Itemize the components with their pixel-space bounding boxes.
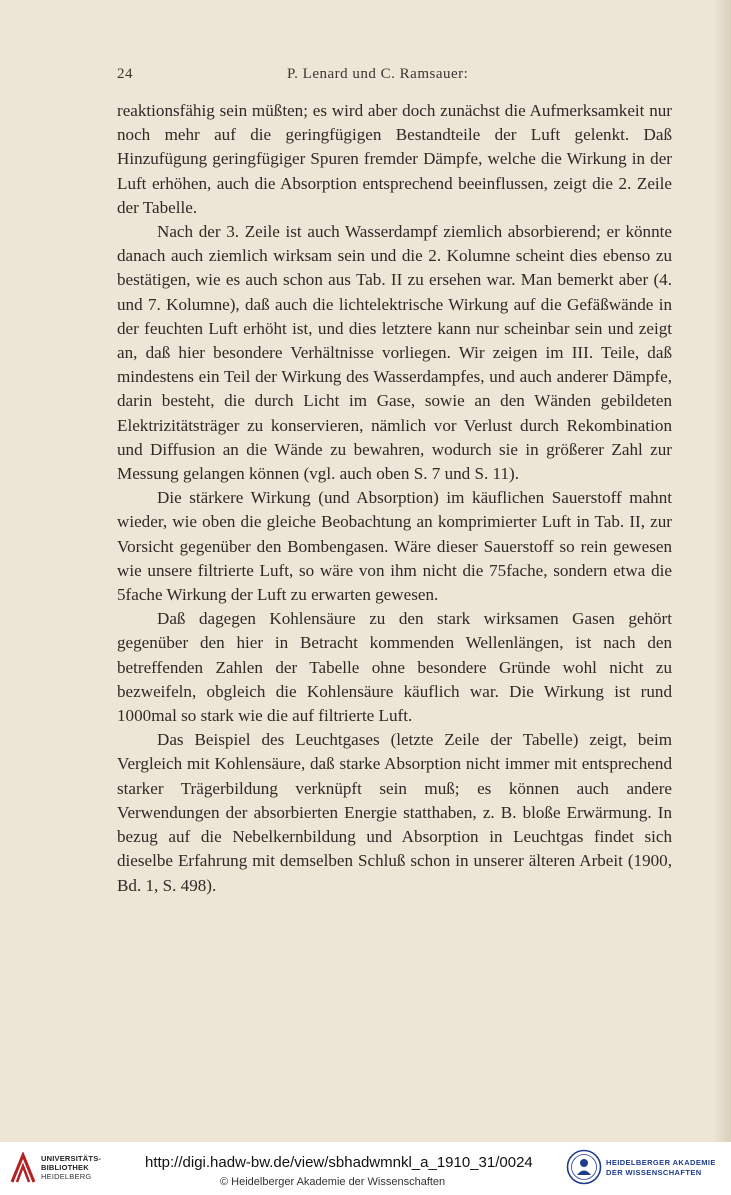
library-name-line-2: BIBLIOTHEK [41, 1163, 89, 1172]
library-name [41, 1154, 121, 1181]
running-head [117, 66, 672, 88]
university-library-logo-icon [8, 1152, 38, 1186]
library-name-line-1: UNIVERSITÄTS- [41, 1154, 102, 1163]
paragraph-4: Daß dagegen Kohlensäure zu den stark wirksamen Gasen gehört gegenüber den hier in Betracht kommenden Wellenlängen, ist nach den betreffenden Zahlen der Tabelle ohne besondere Gründe wohl nicht zu bezweifeln, obgleich die Kohlensäure käuflich war. Die Wirkung ist rund 1000mal so stark wie die auf filtrierte Luft. [117, 609, 672, 726]
paragraph-5: Das Beispiel des Leuchtgases (letzte Zeile der Tabelle) zeigt, beim Vergleich mit Kohlensäure, daß starke Absorption nicht immer mit entsprechend starker Trägerbildung verknüpft sein muß; es können auch andere Verwendungen der absorbierten Energie statthaben, z. B. bloße Erwärmung. In bezug auf die Nebelkernbildung und Absorption in Leuchtgas findet sich dieselbe Erfahrung mit demselben Schluß schon in unserer älteren Arbeit (1900, Bd. 1, S. 498). [117, 730, 672, 895]
body-text [117, 99, 672, 898]
academy-seal-icon [566, 1149, 602, 1185]
page-number: 24 [117, 66, 133, 82]
academy-name [606, 1158, 731, 1177]
copyright-notice: © Heidelberger Akademie der Wissenschaften [220, 1176, 446, 1188]
paragraph-1: reaktionsfähig sein müßten; es wird aber doch zunächst die Aufmerksamkeit nur noch mehr auf die geringfügigen Bestandteile der Luft gelenkt. Daß Hinzufügung geringfügiger Spuren fremder Dämpfe, welche die Wirkung in der Luft erhöhen, auch die Absorption entsprechend beeinflussen, zeigt die 2. Zeile der Tabelle. [117, 101, 672, 217]
paragraph-2: Nach der 3. Zeile ist auch Wasserdampf ziemlich absorbierend; er könnte danach auch ziemlich wirksam sein und die 2. Kolumne scheint dies ebenso zu bestätigen, wie es auch schon aus Tab. II zu ersehen war. Man bemerkt aber (4. und 7. Kolumne), daß auch die lichtelektrische Wirkung auf die Gefäßwände in der feuchten Luft erhöht ist, und dies letztere kann nur scheinbar sein und zeigt an, daß hier besondere Verhältnisse vorliegen. Wir zeigen im III. Teile, daß mindestens ein Teil der Wirkung des Wasserdampfes, und auch anderer Dämpfe, darin besteht, die durch Licht im Gase, sowie an den Wänden gebildeten Elektrizitätsträger zu konservieren, nämlich vor Verlust durch Rekombination und Diffusion an die Wände zu bewahren, wodurch sie in größerer Zahl zur Messung gelangen können (vgl. auch oben S. 7 und S. 11). [117, 222, 672, 484]
academy-name-line-1: HEIDELBERGER AKADEMIE [606, 1158, 716, 1167]
permalink-url[interactable]: http://digi.hadw-bw.de/view/sbhadwmnkl_a_1910_31/0024 [145, 1154, 533, 1171]
academy-name-line-2: DER WISSENSCHAFTEN [606, 1167, 702, 1177]
footer-bar [0, 1142, 731, 1195]
page-edge-shadow [713, 0, 731, 1142]
library-name-line-3: HEIDELBERG [41, 1172, 92, 1181]
running-title: P. Lenard und C. Ramsauer: [287, 66, 469, 82]
paragraph-3: Die stärkere Wirkung (und Absorption) im käuflichen Sauerstoff mahnt wieder, wie oben die gleiche Beobachtung an komprimierter Luft in Tab. II, zur Vorsicht gegenüber den Bombengasen. Wäre dieser Sauerstoff so rein gewesen wie unsere filtrierte Luft, so wäre von ihm nicht die 75fache, sondern etwa die 5fache Wirkung der Luft zu erwarten gewesen. [117, 488, 672, 605]
